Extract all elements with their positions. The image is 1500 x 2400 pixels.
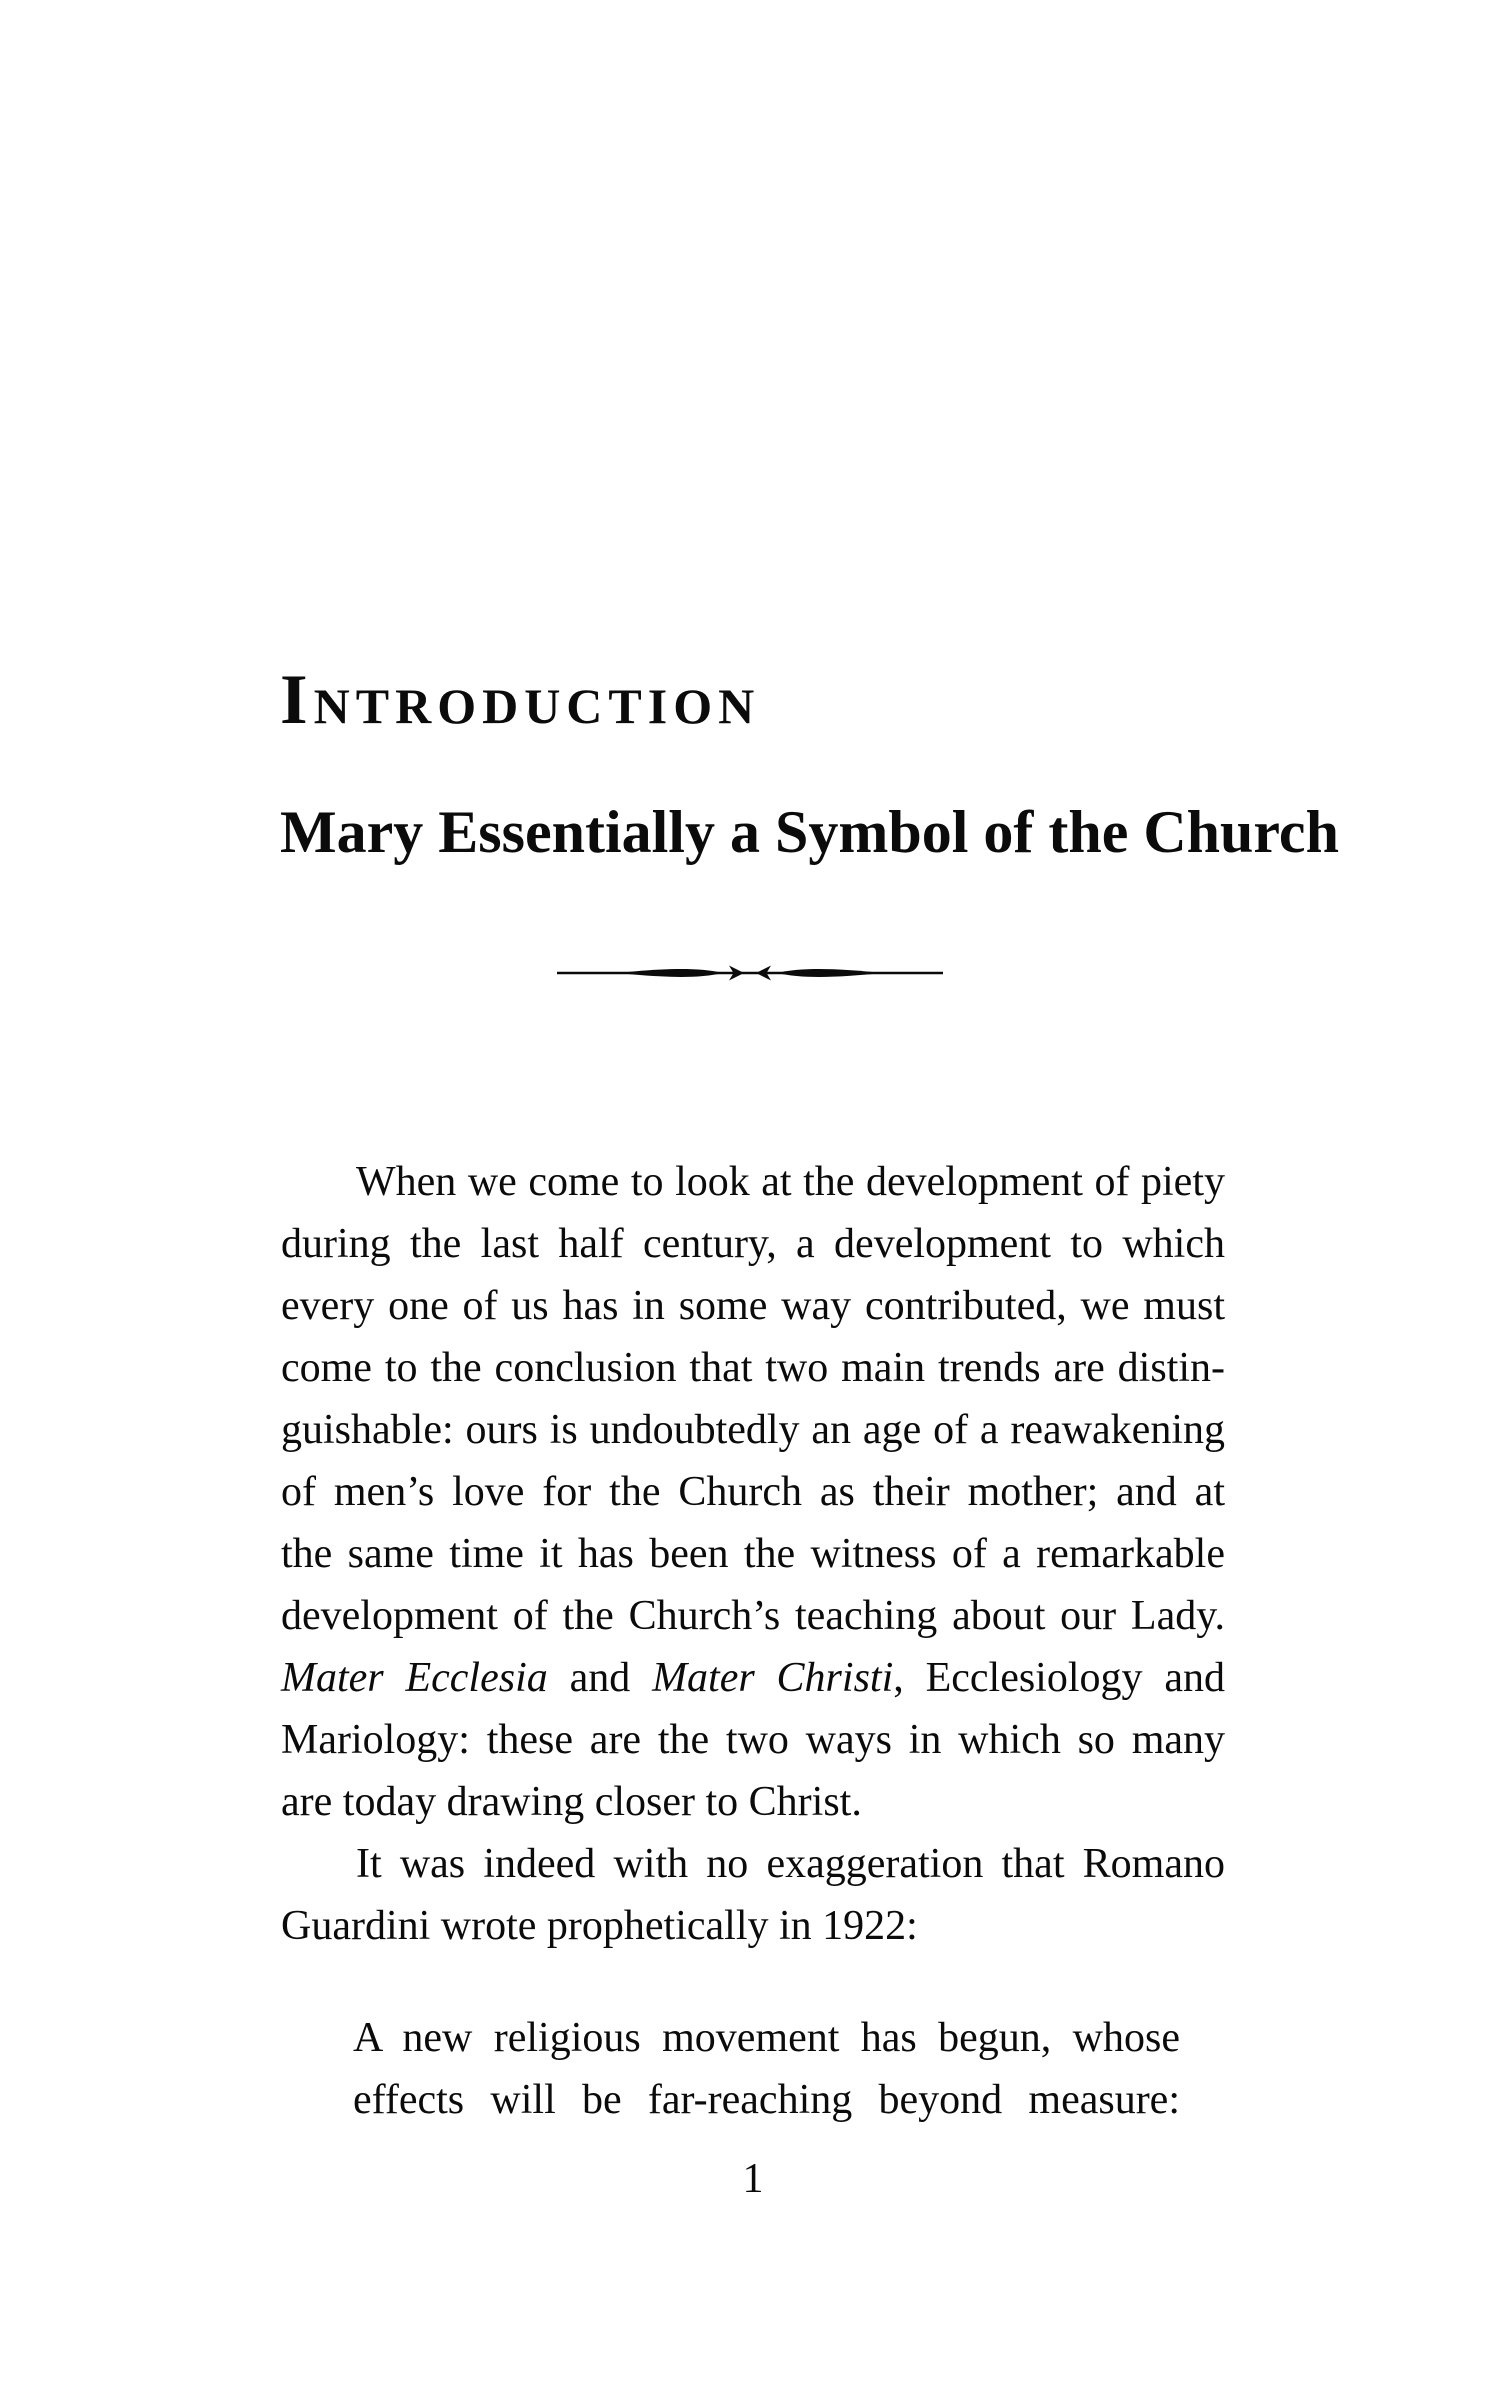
italic-phrase: Mater Ecclesia — [281, 1655, 548, 1701]
tapered-rule-icon — [557, 957, 943, 989]
text-line: guishable: ours is undoubtedly an age of a reawakening — [281, 1407, 1225, 1453]
text-line: When we come to look at the development of piety — [356, 1159, 1225, 1205]
page-number: 1 — [742, 2156, 764, 2202]
body-text — [281, 1151, 1225, 1957]
text-line: during the last half century, a development to which — [281, 1221, 1225, 1267]
block-quote — [353, 2007, 1180, 2131]
paragraph-2 — [281, 1833, 1225, 1957]
chapter-heading: Introduction — [280, 660, 761, 739]
plain-text: and — [547, 1655, 653, 1701]
chapter-subtitle: Mary Essentially a Symbol of the Church — [280, 798, 1339, 865]
text-line: It was indeed with no exaggeration that Romano — [356, 1841, 1225, 1887]
text-line-with-latin-phrases — [281, 1647, 1225, 1709]
section-divider-ornament — [557, 957, 943, 989]
paragraph-1 — [281, 1151, 1225, 1833]
text-line: development of the Church’s teaching about our Lady. — [281, 1593, 1225, 1639]
quote-line: A new religious movement has begun, whose — [353, 2015, 1180, 2061]
text-line: of men’s love for the Church as their mother; and at — [281, 1469, 1225, 1515]
italic-phrase: Mater Christi — [652, 1655, 894, 1701]
text-line: are today drawing closer to Christ. — [281, 1779, 862, 1825]
text-line: Guardini wrote prophetically in 1922: — [281, 1903, 918, 1949]
plain-text: , Ecclesiology and — [893, 1655, 1225, 1701]
text-line: come to the conclusion that two main trends are distin- — [281, 1345, 1225, 1391]
text-line: the same time it has been the witness of a remarkable — [281, 1531, 1225, 1577]
text-line: every one of us has in some way contributed, we must — [281, 1283, 1225, 1329]
quote-line: effects will be far-reaching beyond measure: — [353, 2077, 1180, 2123]
text-line: Mariology: these are the two ways in which so many — [281, 1717, 1225, 1763]
